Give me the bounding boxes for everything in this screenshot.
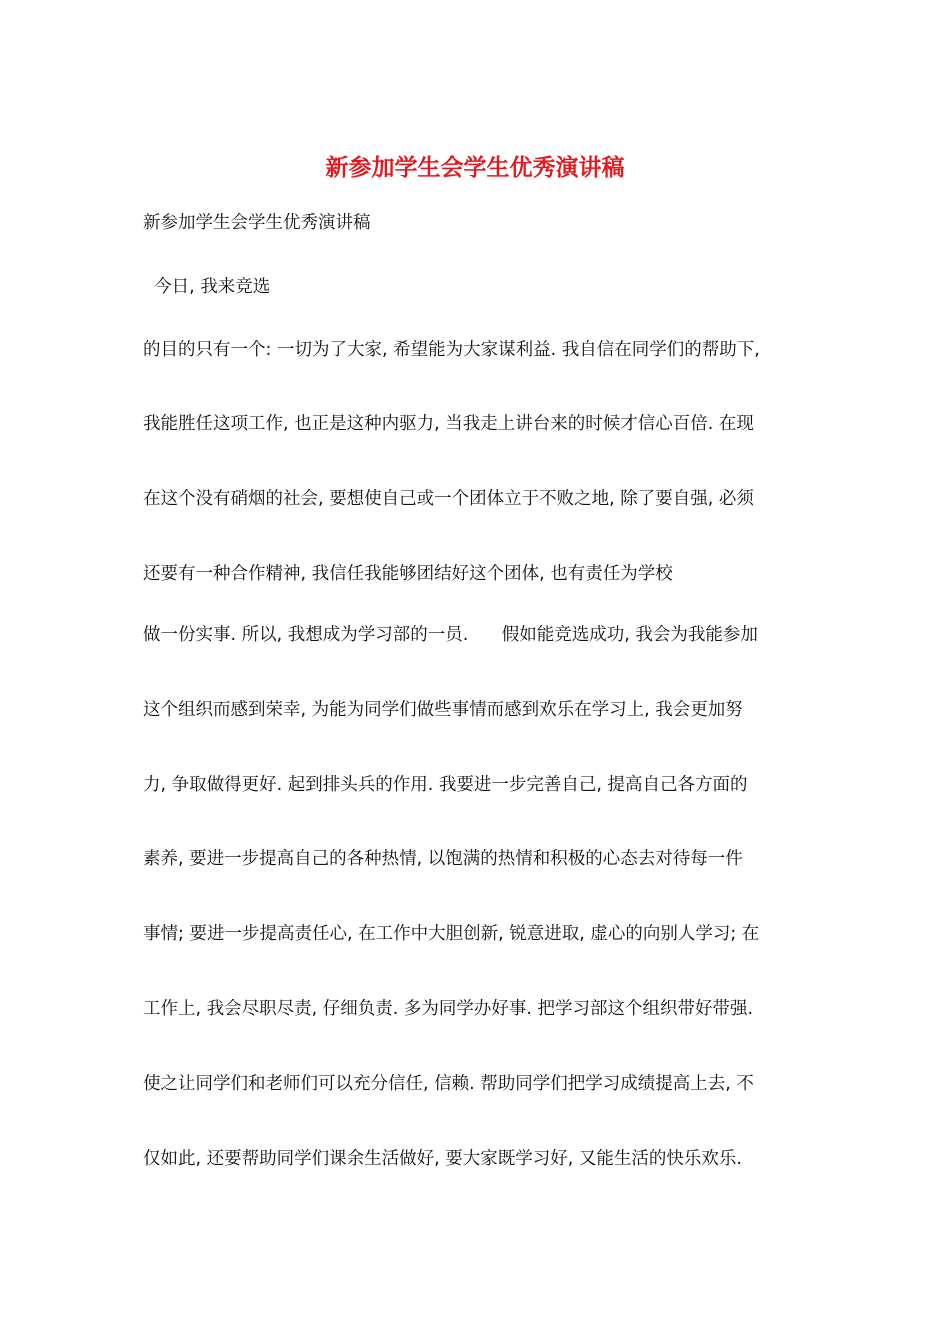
text-line: 新参加学生会学生优秀演讲稿 xyxy=(143,213,371,233)
text-line: 力, 争取做得更好. 起到排头兵的作用. 我要进一步完善自己, 提高自己各方面的 xyxy=(143,775,748,795)
text-line: 这个组织而感到荣幸, 为能为同学们做些事情而感到欢乐在学习上, 我会更加努 xyxy=(143,700,743,720)
text-line: 素养, 要进一步提高自己的各种热情, 以饱满的热情和积极的心态去对待每一件 xyxy=(143,849,743,869)
text-line: 还要有一种合作精神, 我信任我能够团结好这个团体, 也有责任为学校 xyxy=(143,564,673,584)
text-line: 的目的只有一个: 一切为了大家, 希望能为大家谋利益. 我自信在同学们的帮助下, xyxy=(143,340,760,360)
text-line: 今日, 我来竞选 xyxy=(143,277,271,297)
text-line: 使之让同学们和老师们可以充分信任, 信赖. 帮助同学们把学习成绩提高上去, 不 xyxy=(143,1074,754,1094)
text-line: 在这个没有硝烟的社会, 要想使自己或一个团体立于不败之地, 除了要自强, 必须 xyxy=(143,489,754,509)
text-line: 我能胜任这项工作, 也正是这种内驱力, 当我走上讲台来的时候才信心百倍. 在现 xyxy=(143,414,754,434)
text-line: 工作上, 我会尽职尽责, 仔细负责. 多为同学办好事. 把学习部这个组织带好带强. xyxy=(143,999,754,1019)
text-line: 事情; 要进一步提高责任心, 在工作中大胆创新, 锐意进取, 虚心的向别人学习; 在 xyxy=(143,924,760,944)
text-line: 仅如此, 还要帮助同学们课余生活做好, 要大家既学习好, 又能生活的快乐欢乐. xyxy=(143,1149,742,1169)
document-title: 新参加学生会学生优秀演讲稿 xyxy=(325,154,625,181)
text-line: 做一份实事. 所以, 我想成为学习部的一员. 假如能竞选成功, 我会为我能参加 xyxy=(143,625,758,645)
